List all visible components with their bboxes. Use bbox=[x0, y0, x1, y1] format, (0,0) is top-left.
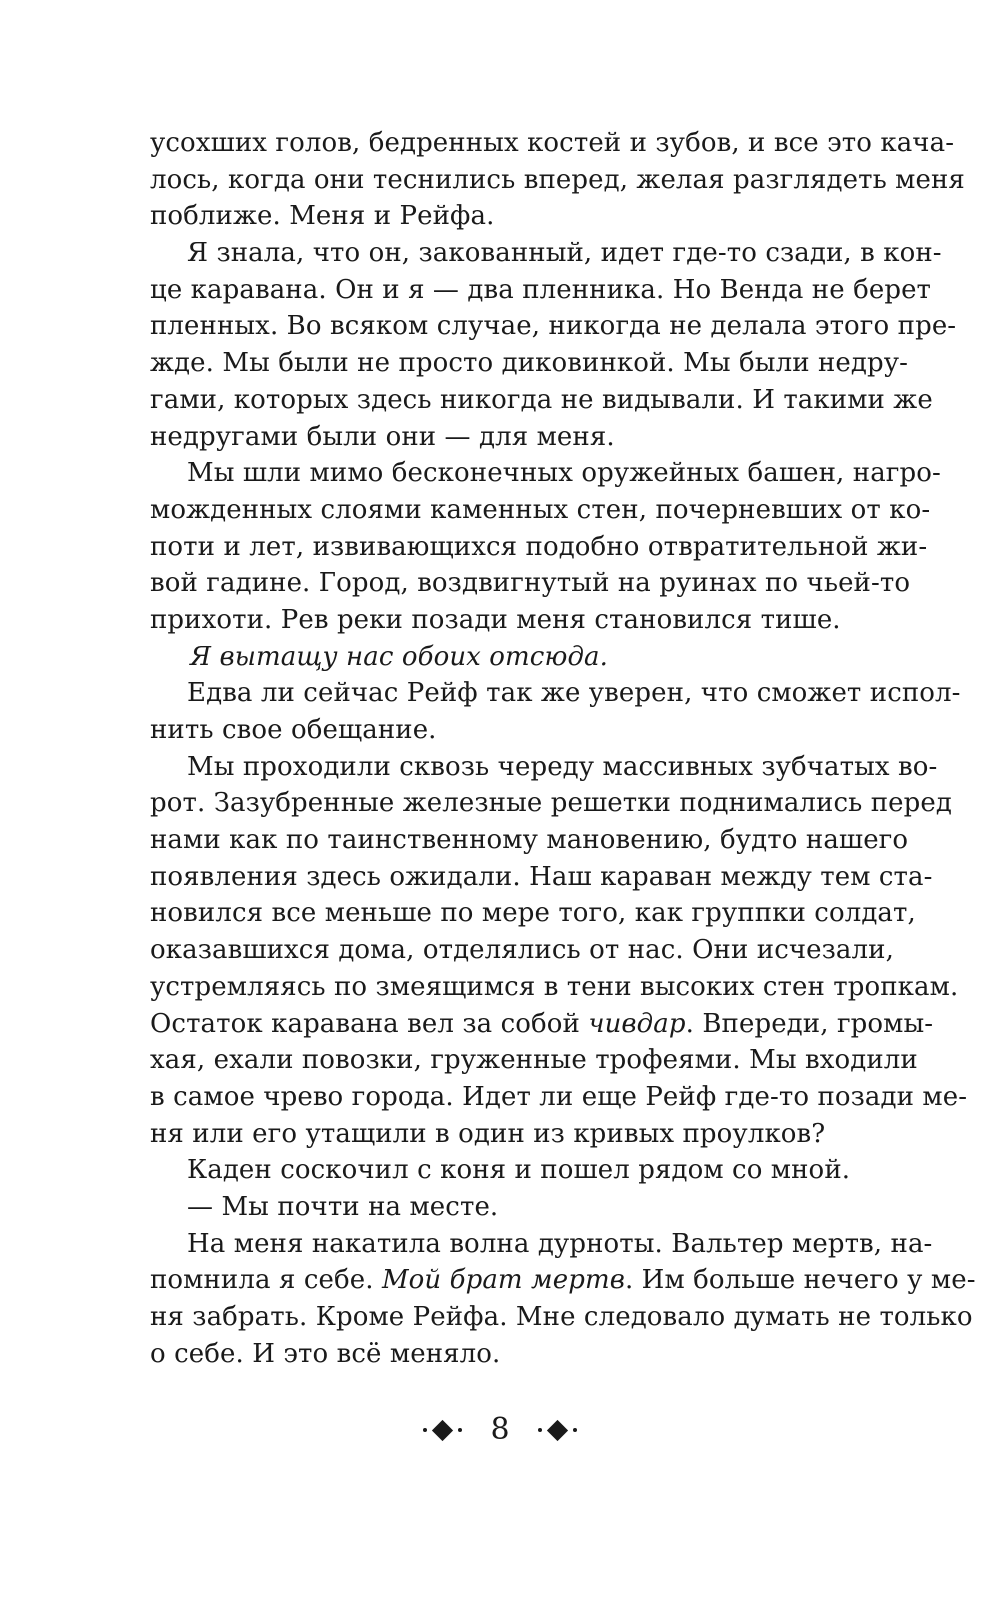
dialogue-line: — Мы почти на месте. bbox=[187, 1191, 499, 1222]
paragraph bbox=[150, 455, 941, 638]
diamond-ornament-icon bbox=[538, 1423, 577, 1438]
paragraph bbox=[150, 125, 965, 235]
dot-icon bbox=[423, 1428, 427, 1432]
text-line: усохших голов, бедренных костей и зубов, и все это кача- bbox=[150, 128, 955, 158]
text-line: Мы шли мимо бесконечных оружейных башен, нагро- bbox=[187, 458, 941, 489]
dot-icon bbox=[458, 1428, 462, 1432]
text-line: рот. Зазубренные железные решетки поднимались перед bbox=[150, 788, 953, 819]
page-number: 8 bbox=[490, 1412, 510, 1447]
paragraph bbox=[150, 1152, 874, 1189]
text-line bbox=[150, 1262, 976, 1299]
text-line: новился все меньше по мере того, как группки солдат, bbox=[150, 898, 916, 929]
text-line: в самое чрево города. Идет ли еще Рейф где-то позади ме- bbox=[150, 1081, 968, 1112]
text-line: поти и лет, извивающихся подобно отвратительной жи- bbox=[150, 531, 928, 562]
italic-text: Мой брат мертв bbox=[381, 1265, 625, 1296]
page-body bbox=[150, 125, 976, 1372]
dot-icon bbox=[538, 1428, 542, 1432]
dot-icon bbox=[573, 1428, 577, 1432]
diamond-ornament-icon bbox=[423, 1423, 462, 1438]
paragraph bbox=[150, 235, 957, 455]
italic-text: чивдар bbox=[588, 1008, 686, 1039]
paragraph bbox=[150, 1189, 874, 1226]
text-line: поближе. Меня и Рейфа. bbox=[150, 201, 495, 232]
text-segment: . Им больше нечего у ме- bbox=[624, 1265, 976, 1296]
text-segment: . Впереди, громы- bbox=[685, 1008, 934, 1039]
page-footer bbox=[0, 1410, 1000, 1450]
text-line: появления здесь ожидали. Наш караван между тем ста- bbox=[150, 861, 933, 892]
text-line: ня забрать. Кроме Рейфа. Мне следовало думать не только bbox=[150, 1302, 973, 1332]
text-line: гами, которых здесь никогда не видывали. И такими же bbox=[150, 384, 933, 415]
diamond-icon bbox=[546, 1419, 567, 1440]
text-line: пленных. Во всяком случае, никогда не делала этого пре- bbox=[150, 311, 957, 342]
text-line: недругами были они — для меня. bbox=[150, 421, 615, 452]
text-line: устремляясь по змеящимся в тени высоких стен тропкам. bbox=[150, 971, 959, 1002]
text-line: Каден соскочил с коня и пошел рядом со мной. bbox=[187, 1155, 851, 1186]
paragraph bbox=[150, 675, 961, 748]
text-segment: помнила я себе. bbox=[150, 1265, 382, 1296]
text-line: хая, ехали повозки, груженные трофеями. Мы входили bbox=[150, 1045, 918, 1076]
paragraph bbox=[150, 749, 968, 1153]
text-line: нами как по таинственному мановению, будто нашего bbox=[150, 825, 909, 856]
text-segment: Остаток каравана вел за собой bbox=[150, 1008, 589, 1039]
text-line: жде. Мы были не просто диковинкой. Мы были недру- bbox=[150, 348, 909, 379]
text-line: Я знала, что он, закованный, идет где-то сзади, в кон- bbox=[187, 238, 942, 269]
italic-text: Я вытащу нас обоих отсюда. bbox=[190, 641, 609, 672]
text-line bbox=[150, 1006, 934, 1043]
text-line: Мы проходили сквозь череду массивных зубчатых во- bbox=[187, 751, 938, 782]
paragraph bbox=[150, 1226, 976, 1373]
paragraph bbox=[150, 639, 874, 676]
text-line: лось, когда они теснились вперед, желая разглядеть меня bbox=[150, 164, 965, 195]
text-line: можденных слоями каменных стен, почерневших от ко- bbox=[150, 494, 931, 525]
text-line: ня или его утащили в один из кривых проулков? bbox=[150, 1118, 826, 1149]
text-line: Едва ли сейчас Рейф так же уверен, что сможет испол- bbox=[187, 678, 961, 709]
italic-line bbox=[150, 639, 874, 676]
text-line: вой гадине. Город, воздвигнутый на руинах по чьей-то bbox=[150, 568, 911, 599]
diamond-icon bbox=[432, 1419, 453, 1440]
text-line: оказавшихся дома, отделялись от нас. Они исчезали, bbox=[150, 935, 894, 966]
text-line: о себе. И это всё меняло. bbox=[150, 1338, 501, 1369]
text-line: прихоти. Рев реки позади меня становился тише. bbox=[150, 604, 841, 635]
text-line: нить свое обещание. bbox=[150, 715, 437, 745]
text-line: На меня накатила волна дурноты. Вальтер мертв, на- bbox=[187, 1228, 933, 1259]
text-line: це каравана. Он и я — два пленника. Но Венда не берет bbox=[150, 274, 932, 305]
